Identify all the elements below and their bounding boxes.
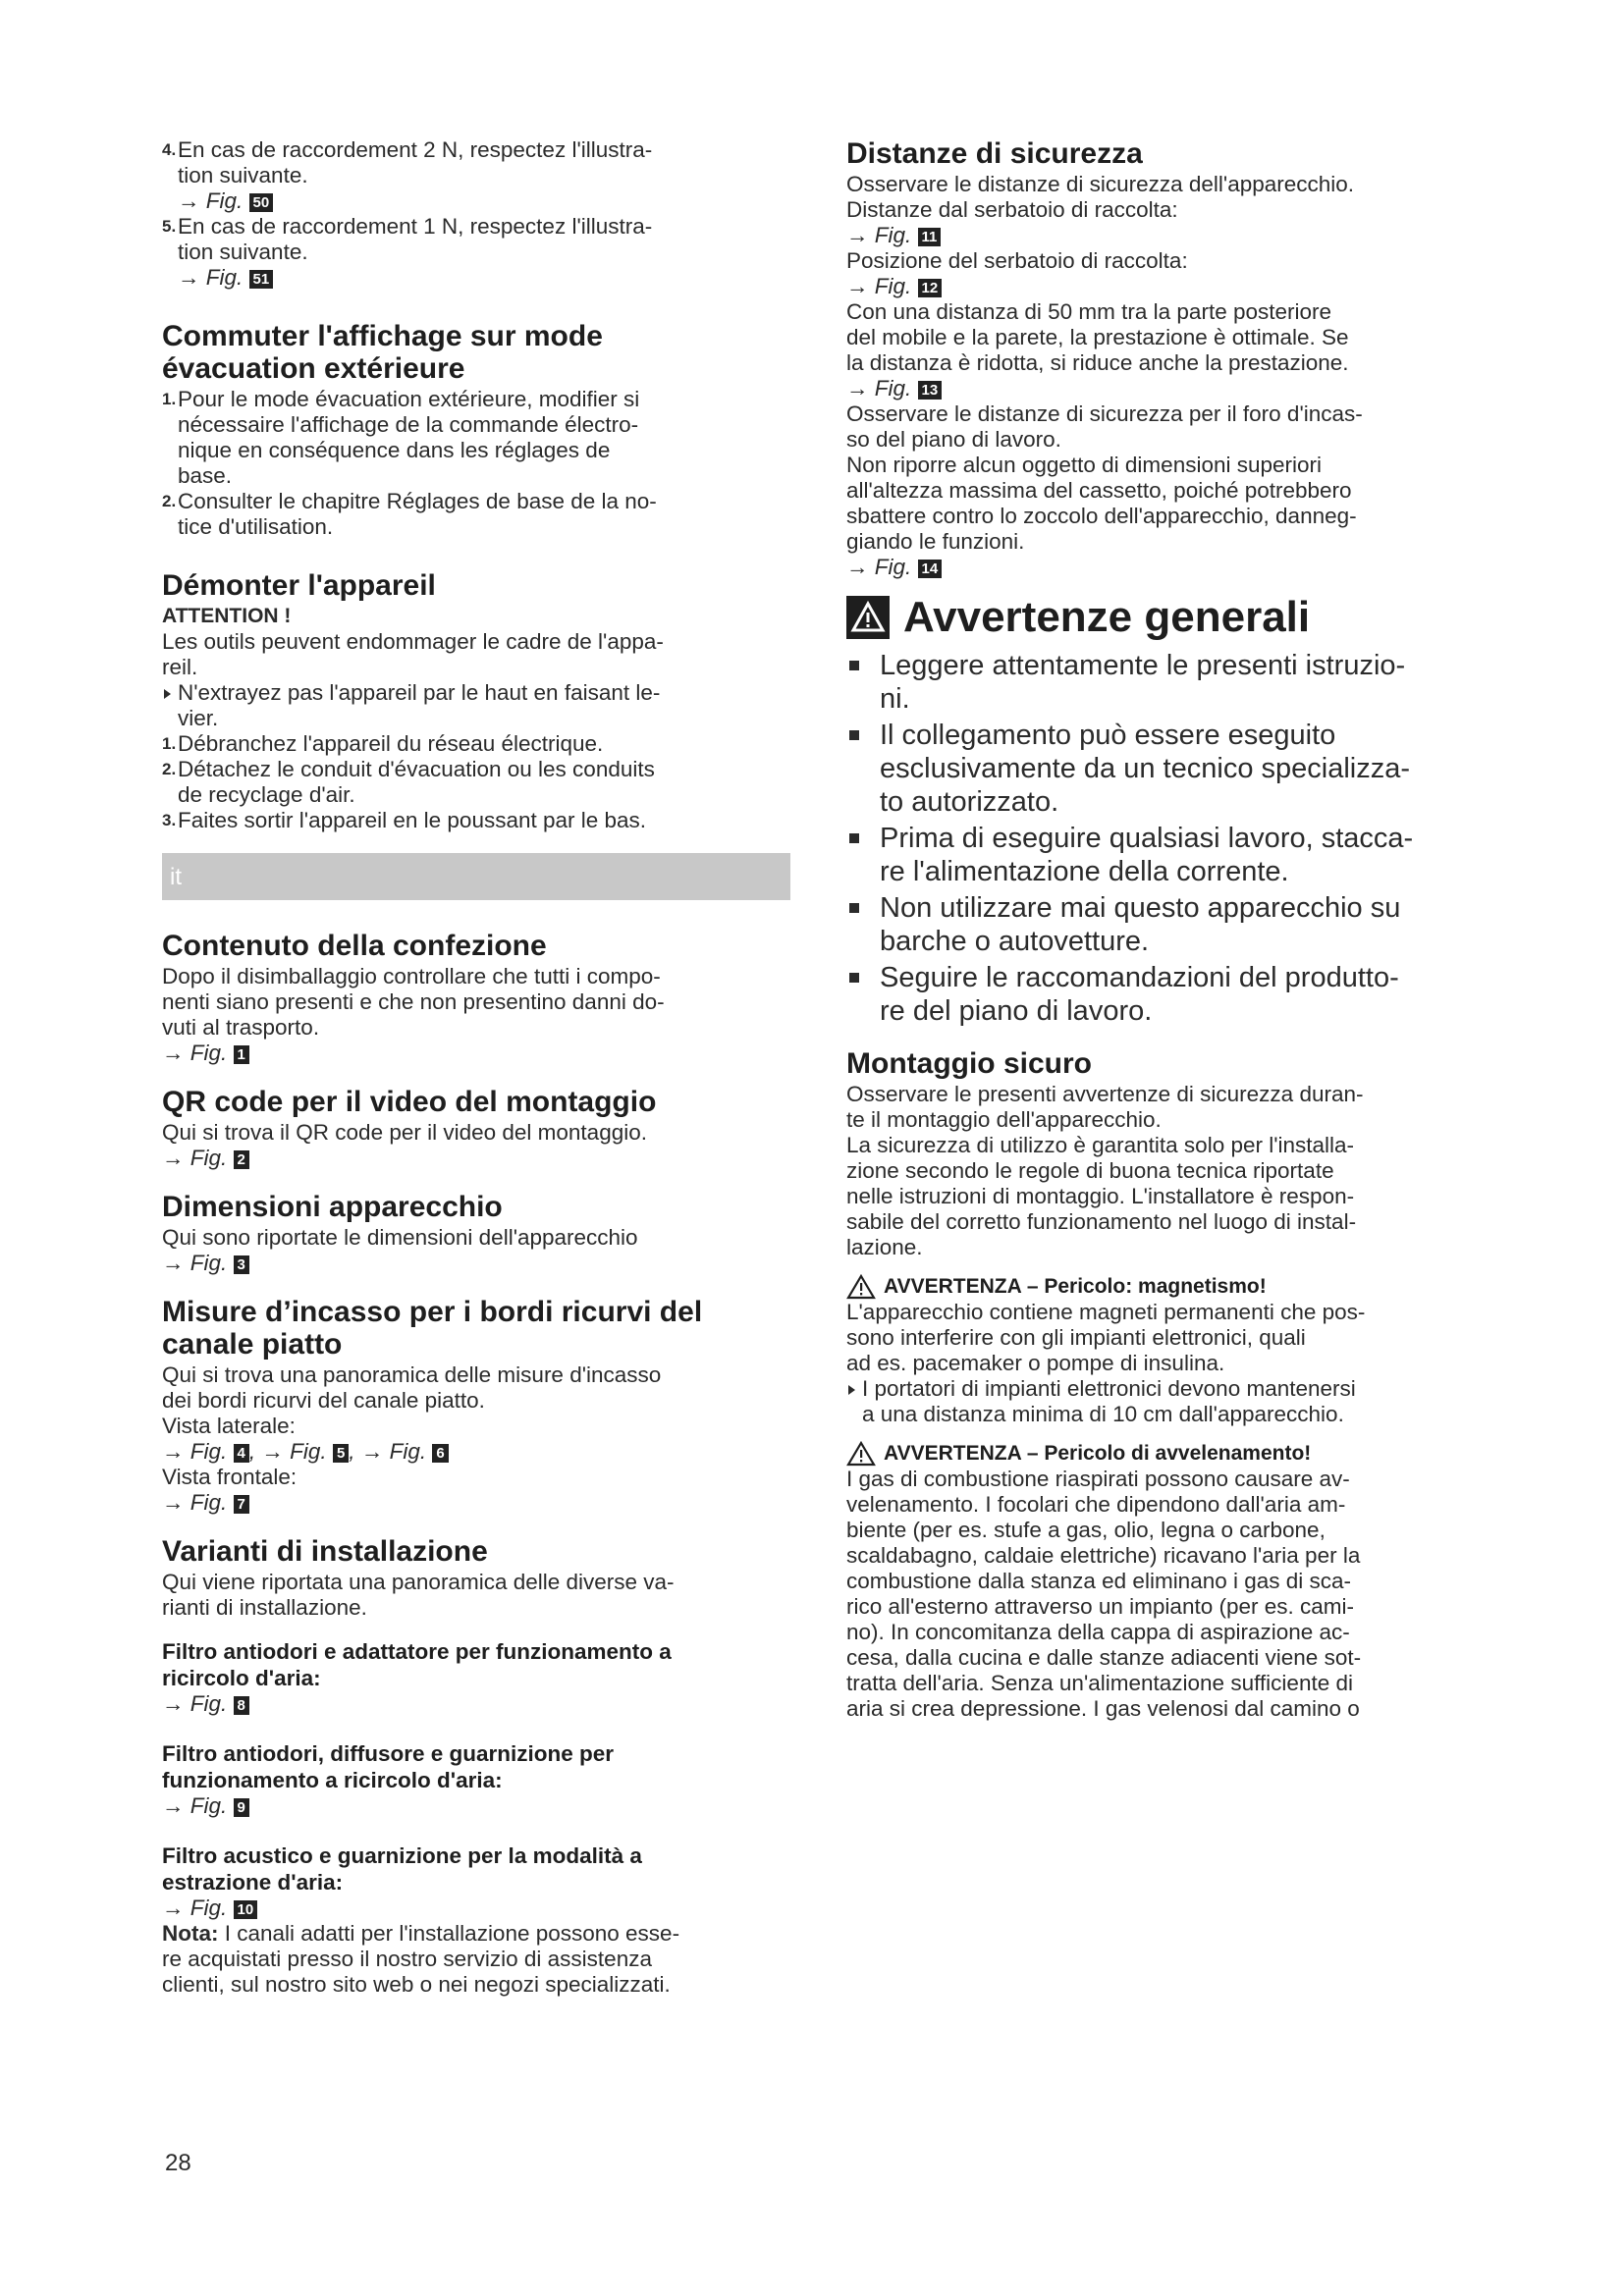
list-text: Prima di eseguire qualsiasi lavoro, stacca- re l'alimentazione della corrente. [880, 823, 1414, 887]
list-number: 4. [162, 140, 177, 159]
list-number: 1. [162, 390, 177, 408]
fig-ref [178, 188, 790, 214]
page-number: 28 [165, 2150, 191, 2176]
fig-label: Fig. [874, 555, 912, 579]
section-text: Qui si trova il QR code per il video del montaggio. [162, 1120, 647, 1145]
vista-laterale-label: Vista laterale: [162, 1414, 296, 1438]
fig-label: Fig. [189, 1146, 228, 1170]
warning-text: I gas di combustione riaspirati possono causare av- velenamento. I focolari che dipendono dall'aria am- biente (per es. stufe a gas, olio, legna o carbone, scaldabagno, caldaie elettriche) ricavano l'aria per la combustione dalla stanza ed eliminano i gas di sca- rico all'esterno attraverso un impianto (per es. cami- no). In concomitanza della cappa di aspirazione ac- cesa, dalla cucina e dalle stanze adiacenti viene sot- tratta dell'aria. Senza un'alimentazione sufficiente di aria si crea depressione. I gas velenosi dal camino o [846, 1467, 1362, 1721]
list-item [162, 387, 790, 489]
section-title: Dimensioni apparecchio [162, 1191, 503, 1223]
list-number: 1. [162, 734, 177, 753]
arrow-icon: → [162, 1691, 185, 1716]
section-text: La sicurezza di utilizzo è garantita solo per l'installa- zione secondo le regole di buona tecnica riportate nelle istruzioni di montaggio. L'installatore è respon- sabile del corretto funzionamento nel luogo di instal- lazione. [846, 1133, 1357, 1259]
right-column [846, 137, 1485, 1722]
list-item [162, 808, 790, 833]
fig-ref [162, 1691, 790, 1717]
list-item [162, 757, 790, 808]
note-paragraph [162, 1921, 790, 1998]
arrow-icon: → [162, 1439, 185, 1464]
commuter-list [162, 387, 790, 540]
fig-badge: 1 [234, 1045, 249, 1064]
section-title: Avvertenze generali [903, 593, 1311, 641]
list-text: Seguire le raccomandazioni del produtto- re del piano di lavoro. [880, 962, 1399, 1027]
warning-title: AVVERTENZA – Pericolo di avvelenamento! [884, 1442, 1312, 1465]
fig-ref [846, 555, 1485, 580]
section-title: Démonter l'appareil [162, 569, 436, 602]
fig-badge: 7 [234, 1495, 249, 1514]
list-text: En cas de raccordement 2 N, respectez l'illustra- tion suivante. [178, 137, 653, 187]
section-contenuto [162, 930, 790, 1066]
list-item [162, 214, 790, 291]
section-text: Qui viene riportata una panoramica delle diverse va- rianti di installazione. [162, 1570, 675, 1620]
section-title: Commuter l'affichage sur mode évacuation extérieure [162, 320, 603, 385]
fig-label: Fig. [189, 1896, 228, 1920]
list-item [846, 719, 1485, 819]
arrow-icon: → [846, 223, 869, 247]
fig-label: Fig. [189, 1490, 228, 1515]
fig-badge: 5 [333, 1444, 349, 1463]
fig-label: Fig. [290, 1439, 327, 1464]
fig-label: Fig. [874, 274, 912, 298]
fig-label: Fig. [189, 1439, 228, 1464]
list-number: 2. [162, 492, 177, 510]
section-text: Qui sono riportate le dimensioni dell'apparecchio [162, 1225, 638, 1250]
fig-ref [162, 1896, 790, 1921]
section-text: Non riporre alcun oggetto di dimensioni superiori all'altezza massima del cassetto, poiché potrebbero sbattere contro lo zoccolo dell'apparecchio, danneg- giando le funzioni. [846, 453, 1357, 554]
note-text: I canali adatti per l'installazione possono esse- re acquistati presso il nostro servizio di assistenza clienti, sul nostro sito web o nei negozi specializzati. [162, 1921, 680, 1997]
fig-ref [162, 1793, 790, 1819]
section-title: QR code per il video del montaggio [162, 1086, 657, 1118]
fig-label: Fig. [389, 1439, 427, 1464]
list-item [162, 137, 790, 214]
list-number: 3. [162, 811, 177, 829]
list-text: En cas de raccordement 1 N, respectez l'illustra- tion suivante. [178, 214, 653, 264]
list-text: Détachez le conduit d'évacuation ou les conduits de recyclage d'air. [178, 757, 655, 807]
bullet-item [846, 1376, 1485, 1427]
fig-ref [162, 1490, 790, 1516]
list-item [162, 489, 790, 540]
connection-list [162, 137, 790, 291]
warning-triangle-icon [846, 1274, 876, 1300]
list-text: Il collegamento può essere eseguito esclusivamente da un tecnico specializza- to autorizzato. [880, 720, 1410, 818]
fig-label: Fig. [189, 1793, 228, 1818]
fig-badge: 6 [432, 1444, 448, 1463]
section-text: Dopo il disimballaggio controllare che tutti i compo- nenti siano presenti e che non presentino danni do- vuti al trasporto. [162, 964, 665, 1040]
arrow-icon: → [846, 555, 869, 579]
subsection-title: Filtro acustico e guarnizione per la modalità a estrazione d'aria: [162, 1843, 642, 1895]
section-title: Varianti di installazione [162, 1535, 488, 1568]
section-commuter [162, 320, 790, 540]
warning-triangle-icon [846, 1441, 876, 1467]
section-title: Distanze di sicurezza [846, 137, 1143, 170]
warning-heading [846, 1441, 1485, 1467]
fig-ref [178, 265, 790, 291]
triangle-bullet-icon [164, 689, 171, 699]
warning-heading [846, 1274, 1485, 1300]
fig-badge: 2 [234, 1150, 249, 1169]
square-bullet-icon [849, 973, 859, 983]
list-number: 5. [162, 217, 177, 236]
vista-frontale-label: Vista frontale: [162, 1465, 298, 1489]
arrow-icon: → [162, 1251, 185, 1275]
fig-badge: 8 [234, 1696, 249, 1715]
square-bullet-icon [849, 661, 859, 670]
fig-label: Fig. [189, 1041, 228, 1065]
list-text: Non utilizzare mai questo apparecchio su barche o autovetture. [880, 892, 1401, 957]
warning-icon [846, 596, 890, 639]
list-item [846, 961, 1485, 1028]
square-bullet-icon [849, 730, 859, 740]
fig-badge: 10 [234, 1900, 258, 1919]
section-title: Montaggio sicuro [846, 1047, 1092, 1080]
section-text: Posizione del serbatoio di raccolta: [846, 248, 1188, 273]
fig-ref [846, 376, 1485, 401]
language-label: it [170, 864, 182, 890]
attention-text: Les outils peuvent endommager le cadre de l'appa- reil. [162, 629, 664, 679]
fig-ref [846, 223, 1485, 248]
arrow-icon: → [846, 274, 869, 298]
subsection-title: Filtro antiodori, diffusore e guarnizione per funzionamento a ricircolo d'aria: [162, 1741, 615, 1792]
fig-badge: 13 [918, 381, 943, 400]
list-text: Faites sortir l'appareil en le poussant par le bas. [178, 808, 647, 832]
section-dimensioni [162, 1191, 790, 1276]
section-title: Contenuto della confezione [162, 930, 547, 962]
arrow-icon: → [162, 1041, 185, 1065]
list-item [846, 649, 1485, 716]
fig-ref [162, 1041, 790, 1066]
warning-text: L'apparecchio contiene magneti permanenti che pos- sono interferire con gli impianti elettronici, quali ad es. pacemaker o pompe di insulina. [846, 1300, 1366, 1375]
fig-ref [846, 274, 1485, 299]
section-text: Osservare le distanze di sicurezza dell'apparecchio. [846, 172, 1355, 196]
arrow-icon: → [360, 1439, 384, 1464]
section-text: Con una distanza di 50 mm tra la parte posteriore del mobile e la parete, la prestazione è ottimale. Se la distanza è ridotta, si riduce anche la prestazione. [846, 299, 1349, 375]
fig-badge: 11 [918, 228, 942, 246]
fig-label: Fig. [189, 1251, 228, 1275]
fig-label: Fig. [205, 188, 244, 213]
section-demonter [162, 569, 790, 833]
section-title: Misure d’incasso per i bordi ricurvi del canale piatto [162, 1296, 703, 1361]
arrow-icon: → [162, 1896, 185, 1920]
fig-badge: 4 [234, 1444, 249, 1463]
fig-badge: 50 [249, 193, 274, 212]
section-text: Osservare le distanze di sicurezza per il foro d'incas- so del piano di lavoro. [846, 401, 1363, 452]
arrow-icon: → [261, 1439, 284, 1464]
fig-badge: 9 [234, 1798, 249, 1817]
section-text: Qui si trova una panoramica delle misure d'incasso dei bordi ricurvi del canale piatto. [162, 1362, 662, 1413]
square-bullet-icon [849, 833, 859, 843]
avvertenze-header [846, 594, 1485, 641]
arrow-icon: → [162, 1490, 185, 1515]
subsection-title: Filtro antiodori e adattatore per funzionamento a ricircolo d'aria: [162, 1639, 672, 1690]
section-misure [162, 1296, 790, 1516]
fig-label: Fig. [874, 223, 912, 247]
warning-title: AVVERTENZA – Pericolo: magnetismo! [884, 1275, 1267, 1298]
fig-badge: 51 [249, 270, 274, 289]
fig-badge: 3 [234, 1255, 249, 1274]
section-text: Distanze dal serbatoio di raccolta: [846, 197, 1178, 222]
fig-badge: 14 [918, 560, 943, 578]
language-bar [162, 853, 790, 900]
list-text: Leggere attentamente le presenti istruzio- ni. [880, 650, 1406, 715]
fig-badge: 12 [918, 279, 943, 297]
section-distanze [846, 137, 1485, 580]
demonter-list [162, 731, 790, 833]
arrow-icon: → [162, 1146, 185, 1170]
fig-ref [162, 1146, 790, 1171]
bullet-text: N'extrayez pas l'appareil par le haut en faisant le- vier. [178, 680, 661, 730]
list-item [846, 891, 1485, 958]
arrow-icon: → [846, 376, 869, 400]
left-column [162, 137, 790, 1998]
bullet-text: I portatori di impianti elettronici devono mantenersi a una distanza minima di 10 cm dall'apparecchio. [862, 1376, 1356, 1426]
list-text: Pour le mode évacuation extérieure, modifier si nécessaire l'affichage de la commande électro- nique en conséquence dans les réglages de base. [178, 387, 640, 488]
fig-label: Fig. [189, 1691, 228, 1716]
fig-label: Fig. [874, 376, 912, 400]
avvertenze-list [846, 649, 1485, 1028]
note-label: Nota: [162, 1921, 219, 1946]
list-text: Débranchez l'appareil du réseau électrique. [178, 731, 604, 756]
section-qr [162, 1086, 790, 1171]
arrow-icon: → [178, 188, 200, 213]
arrow-icon: → [162, 1793, 185, 1818]
fig-ref: → Fig. 4 , → Fig. 5 , → Fig. 6 [162, 1439, 790, 1465]
fig-ref [162, 1251, 790, 1276]
list-text: Consulter le chapitre Réglages de base de la no- tice d'utilisation. [178, 489, 657, 539]
section-text: Osservare le presenti avvertenze di sicurezza duran- te il montaggio dell'apparecchio. [846, 1082, 1364, 1132]
list-item [162, 731, 790, 757]
section-varianti [162, 1535, 790, 1998]
section-montaggio [846, 1047, 1485, 1722]
attention-label: ATTENTION ! [162, 605, 292, 627]
arrow-icon: → [178, 265, 200, 290]
square-bullet-icon [849, 903, 859, 913]
list-item [846, 822, 1485, 888]
triangle-bullet-icon [848, 1385, 855, 1395]
bullet-item [162, 680, 790, 731]
list-number: 2. [162, 760, 177, 778]
fig-label: Fig. [205, 265, 244, 290]
